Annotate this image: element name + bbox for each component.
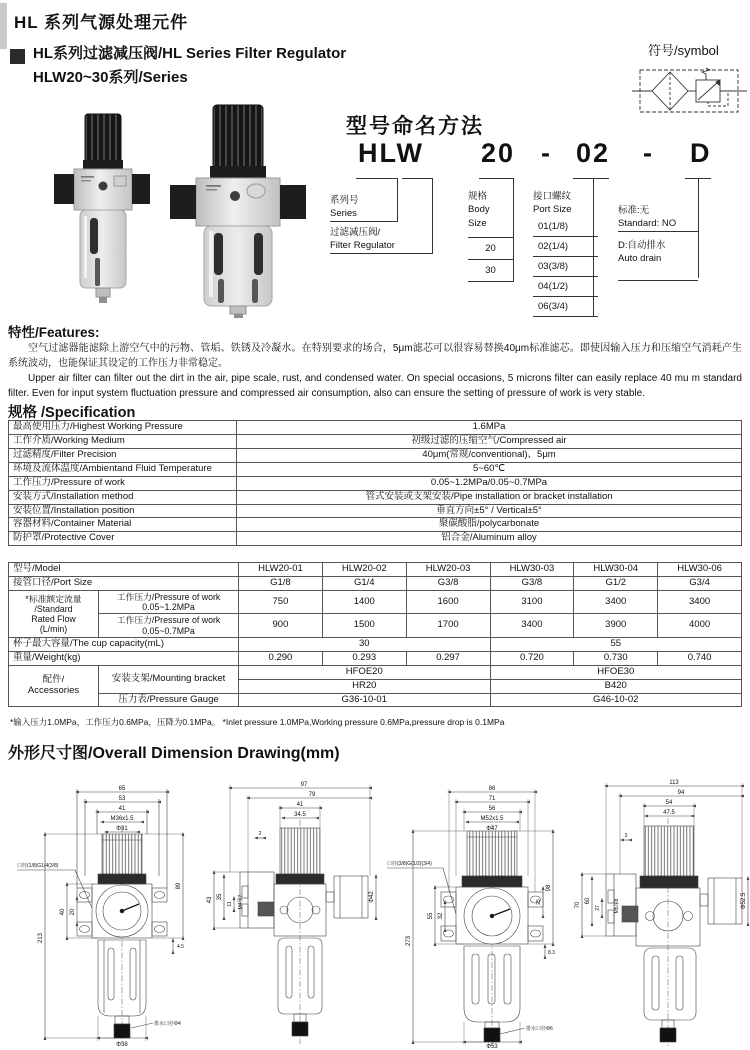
- spec-heading: 规格 /Specification: [8, 405, 136, 421]
- dimension-heading: 外形尺寸图/Overall Dimension Drawing(mm): [8, 745, 340, 762]
- svg-text:Φ47: Φ47: [486, 826, 498, 832]
- size-option-20: 20: [468, 238, 513, 260]
- bracket-row-1: 配件/ Accessories 安装支架/Mounting bracket HFOE20 HFOE30: [9, 665, 742, 679]
- spec-row: 最高使用压力/Highest Working Pressure 1.6MPa: [9, 421, 742, 435]
- footnote: *输入压力1.0MPa，工作压力0.6MPa，压降为0.1MPa。 *Inlet pressure 1.0MPa,Working pressure 0.6MPa,pressure drop is 0.1MPa: [10, 717, 505, 727]
- label-auto-drain: D:自动排水 Auto drain: [618, 236, 698, 281]
- svg-text:27: 27: [595, 905, 601, 911]
- svg-text:53: 53: [118, 796, 126, 802]
- svg-text:口径(1/8)G1/4(3/8): 口径(1/8)G1/4(3/8): [17, 863, 59, 869]
- gauge-row: 压力表/Pressure Gauge G36-10-01 G46-10-02: [9, 693, 742, 707]
- svg-text:34.5: 34.5: [294, 812, 306, 818]
- svg-text:41: 41: [118, 806, 126, 812]
- features-paragraph-cn: 空气过滤器能滤除上游空气中的污物、管垢、铁锈及冷凝水。在特别要求的场合，5μm滤芯可以很容易替换40μm标准滤芯。即使因输入压力和压缩空气消耗产生系统波动，也能保证其设定的工作压力非常稳定。: [8, 343, 742, 369]
- underline-filter: [402, 178, 432, 179]
- svg-text:213: 213: [38, 932, 44, 944]
- model-header-row: 型号/Model HLW20-01 HLW20-02 HLW20-03 HLW30-03 HLW30-04 HLW30-06: [9, 563, 742, 577]
- naming-code-dash2: -: [643, 138, 654, 168]
- port-option: 03(3/8): [533, 257, 598, 277]
- svg-text:20: 20: [70, 908, 76, 916]
- svg-text:113: 113: [669, 780, 679, 786]
- model-naming-diagram: [330, 110, 750, 322]
- section-heading: [33, 42, 346, 90]
- svg-text:35: 35: [217, 893, 223, 901]
- svg-text:79: 79: [308, 792, 316, 798]
- spec-row: 过滤精度/Filter Precision 40μm(常规/conventional)、5μm: [9, 448, 742, 462]
- features-paragraph-en: Upper air filter can filter out the dirt in the air, pipe scale, rust, and condensed water. On special occasions, 5 microns filter can easily replace 40 mu m standard filter. Even for input system fluctuation pressure and compressed air consumption, also can ensure the setting of pressure of work is very stable.: [8, 373, 742, 399]
- title-accent-bar: [0, 3, 7, 49]
- dimension-drawing-hlw20-front: [15, 776, 205, 1048]
- label-filter-regulator: 过滤减压阀/ Filter Regulator: [330, 226, 432, 254]
- connector-size: [513, 178, 514, 282]
- product-photo-hlw30: [168, 103, 308, 318]
- accessories-label: 配件/ Accessories: [9, 665, 99, 707]
- cup-row: 杯子最大容量/The cup capacity(mL) 30 55: [9, 637, 742, 651]
- naming-code-port: 02: [576, 138, 611, 168]
- section-heading-line1: HL系列过滤减压阀/HL Series Filter Regulator: [33, 45, 347, 62]
- svg-text:M36x1.5: M36x1.5: [110, 816, 134, 822]
- spec-row: 工作压力/Pressure of work 0.05~1.2MPa/0.05~0.7MPa: [9, 476, 742, 490]
- features-section: [8, 321, 742, 401]
- svg-text:32: 32: [438, 912, 444, 920]
- svg-text:55: 55: [428, 912, 434, 920]
- svg-text:2: 2: [258, 831, 262, 837]
- svg-text:97: 97: [300, 782, 308, 788]
- svg-text:Φ52.5: Φ52.5: [741, 892, 747, 910]
- label-standard: 标准:无 Standard: NO: [618, 204, 698, 232]
- port-option: 06(3/4): [533, 297, 598, 317]
- connector-std: [698, 178, 699, 278]
- svg-text:口径(3/8)G(1/2)(3/4): 口径(3/8)G(1/2)(3/4): [387, 861, 432, 867]
- svg-text:M5深8: M5深8: [614, 898, 620, 914]
- naming-code-dash1: -: [541, 138, 552, 168]
- svg-text:3: 3: [624, 833, 628, 839]
- page-title: HL 系列气源处理元件: [14, 13, 189, 32]
- spec-row: 防护罩/Protective Cover 铝合金/Aluminum alloy: [9, 532, 742, 546]
- spec-row: 容器材料/Container Material 聚碳酸脂/polycarbonate: [9, 518, 742, 532]
- port-row: 接管口径/Port Size G1/8 G1/4 G3/8 G3/8 G1/2 G3/4: [9, 576, 742, 590]
- svg-text:94: 94: [677, 790, 685, 796]
- flow-row-1: *标准额定流量 /Standard Rated Flow (L/min) 工作压力/Pressure of work 0.05~1.2MPa 750 1400 1600 3100 3400 3400: [9, 590, 742, 614]
- svg-text:54: 54: [665, 800, 673, 806]
- dimension-drawings-row: [0, 776, 750, 1050]
- spec-row: 安装位置/Installation position 垂直方向±5° / Vertical±5°: [9, 504, 742, 518]
- spec-table: [8, 420, 742, 546]
- svg-text:43: 43: [207, 896, 213, 904]
- svg-text:65: 65: [118, 786, 126, 792]
- svg-text:Φ38: Φ38: [116, 1042, 128, 1048]
- svg-text:8.3: 8.3: [548, 950, 555, 956]
- label-port-size: 接口螺纹 Port Size: [533, 191, 572, 216]
- svg-text:56: 56: [488, 806, 496, 812]
- svg-text:89: 89: [176, 882, 182, 890]
- model-table-wrap: [8, 562, 742, 707]
- svg-text:排水口径Φ6: 排水口径Φ6: [526, 1026, 553, 1032]
- spec-table-wrap: [8, 420, 742, 546]
- flow-row-2: 工作压力/Pressure of work 0.05~0.7MPa 900 1500 1700 3400 3900 4000: [9, 614, 742, 638]
- svg-text:273: 273: [406, 935, 412, 947]
- dimension-drawing-hlw30-side: [570, 776, 750, 1048]
- svg-text:25: 25: [536, 899, 542, 905]
- section-bullet: [10, 49, 25, 64]
- svg-text:Φ31: Φ31: [116, 826, 128, 832]
- dimension-drawing-hlw30-front: [385, 776, 575, 1048]
- port-option: 04(1/2): [533, 277, 598, 297]
- spec-row: 环境及流体温度/Ambientand Fluid Temperature 5~60℃: [9, 462, 742, 476]
- svg-text:41: 41: [296, 802, 304, 808]
- naming-title: 型号命名方法: [346, 115, 484, 138]
- port-option: 01(1/8): [533, 217, 598, 237]
- connector-series: [397, 178, 398, 222]
- svg-text:40: 40: [60, 908, 66, 916]
- svg-text:98: 98: [546, 884, 552, 892]
- svg-text:71: 71: [488, 796, 496, 802]
- underline-series: [356, 178, 398, 179]
- label-series: 系列号 Series: [330, 194, 397, 222]
- svg-text:Φ42: Φ42: [369, 891, 375, 903]
- svg-text:排水口径Φ4: 排水口径Φ4: [154, 1021, 181, 1027]
- size-option-30: 30: [468, 260, 513, 282]
- naming-code-series: HLW: [358, 138, 424, 168]
- spec-row: 工作介质/Working Medium 初级过滤的压缩空气/Compressed air: [9, 434, 742, 448]
- svg-text:70: 70: [575, 901, 581, 909]
- pneumatic-symbol-diagram: [632, 58, 747, 116]
- label-body-size: 规格 Body Size: [468, 190, 513, 238]
- flow-label: *标准额定流量 /Standard Rated Flow (L/min): [9, 590, 99, 637]
- symbol-label: 符号/symbol: [648, 43, 719, 58]
- product-photo-hlw20: [52, 112, 152, 304]
- section-heading-line2: HLW20~30系列/Series: [33, 69, 188, 86]
- bracket-row-2: HR20 B420: [9, 679, 742, 693]
- port-option: 02(1/4): [533, 237, 598, 257]
- svg-text:60: 60: [585, 897, 591, 905]
- svg-text:M4深7: M4深7: [238, 894, 244, 910]
- underline-port: [573, 178, 609, 179]
- dimension-drawing-hlw20-side: [200, 776, 385, 1048]
- svg-text:M52x1.5: M52x1.5: [480, 816, 504, 822]
- svg-text:11: 11: [227, 901, 233, 907]
- model-table: [8, 562, 742, 707]
- weight-row: 重量/Weight(kg) 0.290 0.293 0.297 0.720 0.730 0.740: [9, 651, 742, 665]
- spec-row: 安装方式/Installation method 管式安装或支架安装/Pipe installation or bracket installation: [9, 490, 742, 504]
- svg-text:47.5: 47.5: [663, 810, 675, 816]
- svg-text:4.5: 4.5: [177, 944, 184, 950]
- svg-text:86: 86: [488, 786, 496, 792]
- naming-code-drain: D: [690, 138, 712, 168]
- underline-size: [479, 178, 513, 179]
- naming-code-size: 20: [481, 138, 516, 168]
- connector-filter: [432, 178, 433, 254]
- features-heading: 特性/Features:: [8, 325, 100, 340]
- svg-text:Φ53: Φ53: [486, 1044, 498, 1048]
